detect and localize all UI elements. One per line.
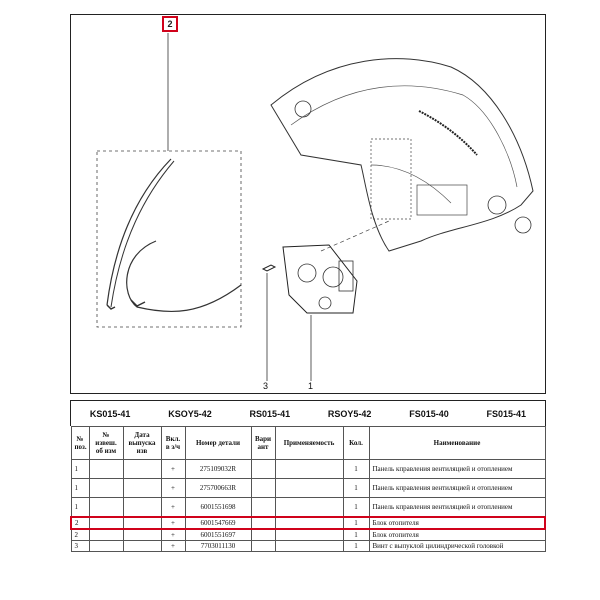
model-code: FS015-40: [409, 408, 449, 419]
cell-part-number: 275109032R: [185, 460, 251, 479]
table-row[interactable]: [71, 498, 545, 518]
model-code: RS015-41: [249, 408, 291, 419]
exploded-diagram: [70, 14, 546, 394]
cell-included: +: [161, 541, 185, 552]
callout-3: 3: [263, 381, 269, 391]
cell-qty: 1: [343, 479, 369, 498]
cable-1b: [111, 161, 174, 307]
cell-name: Блок отопителя: [369, 529, 545, 541]
cell-included: +: [161, 460, 185, 479]
cell-name: Панель кправления вентиляцией и отоплением: [369, 460, 545, 479]
model-code: KS015-41: [89, 408, 131, 419]
col-header-included: Вкл. в з/ч: [161, 427, 185, 460]
table-row[interactable]: [71, 460, 545, 479]
table-header-row: [71, 427, 545, 460]
model-code: FS015-41: [486, 408, 527, 419]
col-header-part-number: Номер детали: [185, 427, 251, 460]
cell-part-number: 6001551697: [185, 529, 251, 541]
cell-qty: 1: [343, 460, 369, 479]
model-codes-row: [70, 400, 546, 426]
cell-qty: 1: [343, 517, 369, 529]
cell-qty: 1: [343, 529, 369, 541]
dashboard: [271, 59, 533, 251]
callout-1: 1: [308, 381, 314, 391]
col-header-variant: Вари ант: [251, 427, 275, 460]
cell-pos: 2: [71, 517, 89, 529]
col-header-name: Наименование: [369, 427, 545, 460]
table-row[interactable]: [71, 541, 545, 552]
dashboard-vent-slots: [419, 111, 477, 155]
cell-pos: 1: [71, 460, 89, 479]
cell-included: +: [161, 529, 185, 541]
cell-part-number: 275700663R: [185, 479, 251, 498]
callout-2: 2: [162, 16, 178, 32]
cell-included: +: [161, 517, 185, 529]
col-header-date: Дата выпуска изв: [123, 427, 161, 460]
cell-included: +: [161, 498, 185, 518]
cable-2: [127, 241, 241, 312]
col-header-qty: Кол.: [343, 427, 369, 460]
table-row[interactable]: [71, 529, 545, 541]
cell-qty: 1: [343, 498, 369, 518]
cell-part-number: 6001551698: [185, 498, 251, 518]
cell-pos: 1: [71, 498, 89, 518]
cell-part-number: 6001547669: [185, 517, 251, 529]
cell-pos: 3: [71, 541, 89, 552]
model-code: RSOY5-42: [327, 408, 372, 419]
cell-pos: 1: [71, 479, 89, 498]
cell-pos: 2: [71, 529, 89, 541]
col-header-applicability: Применяемость: [275, 427, 343, 460]
cell-name: Блок отопителя: [369, 517, 545, 529]
parts-table: [70, 426, 546, 552]
cell-name: Панель кправления вентиляцией и отоплением: [369, 498, 545, 518]
heater-unit: [283, 245, 357, 313]
cell-name: Винт с выпуклой цилиндрической головкой: [369, 541, 545, 552]
col-header-pos: № поз.: [71, 427, 89, 460]
diagram-drawing: [71, 15, 547, 395]
screw: [263, 265, 275, 271]
cable-box: [97, 151, 241, 327]
cell-included: +: [161, 479, 185, 498]
cell-part-number: 7703011130: [185, 541, 251, 552]
cell-name: Панель кправления вентиляцией и отоплением: [369, 479, 545, 498]
table-row[interactable]: [71, 479, 545, 498]
cell-qty: 1: [343, 541, 369, 552]
model-code: KSOY5-42: [168, 408, 212, 419]
cable-1: [107, 159, 171, 305]
table-row-highlighted[interactable]: [71, 517, 545, 529]
col-header-notice: № извеш. об изм: [89, 427, 123, 460]
